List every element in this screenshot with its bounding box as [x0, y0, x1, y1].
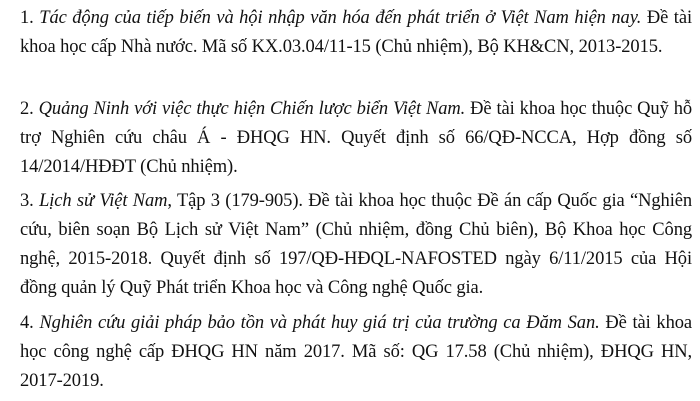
project-title: Nghiên cứu giải pháp bảo tồn và phát huy giá trị của trường ca Đăm San.: [39, 313, 600, 333]
project-title: Tác động của tiếp biến và hội nhập văn hóa đến phát triển ở Việt Nam hiện nay.: [39, 8, 642, 28]
item-number: 2.: [20, 99, 34, 119]
project-title: Quảng Ninh với việc thực hiện Chiến lược biển Việt Nam.: [38, 99, 466, 119]
item-number: 1.: [20, 8, 34, 28]
project-title: Lịch sử Việt Nam: [39, 191, 168, 211]
item-number: 3.: [20, 191, 34, 211]
project-item-3: [20, 187, 692, 303]
project-details: Đề tài khoa học cấp Nhà nước. Mã số KX.03.04/11-15 (Chủ nhiệm), Bộ KH&CN, 2013-2015.: [20, 8, 693, 57]
project-details: Đề tài khoa học thuộc Quỹ hỗ trợ Nghiên cứu châu Á - ĐHQG HN. Quyết định số 66/QĐ-NCCA, Hợp đồng số 14/2014/HĐĐT (Chủ nhiệm).: [20, 99, 693, 177]
project-details: , Tập 3 (179-905). Đề tài khoa học thuộc Đề án cấp Quốc gia “Nghiên cứu, biên soạn Bộ Lịch sử Việt Nam” (Chủ nhiệm, đồng Chủ biên), Bộ Khoa học Công nghệ, 2015-2018. Quyết định số 197/QĐ-HĐQL-NAFOSTED ngày 6/11/2015 của Hội đồng quản lý Quỹ Phát triển Khoa học và Công nghệ Quốc gia.: [20, 191, 692, 298]
project-item-1: [20, 4, 692, 62]
project-details: Đề tài khoa học công nghệ cấp ĐHQG HN năm 2017. Mã số: QG 17.58 (Chủ nhiệm), ĐHQG HN, 2017-2019.: [20, 313, 692, 391]
item-number: 4.: [20, 313, 34, 333]
project-item-4: [20, 309, 692, 396]
project-item-2: [20, 95, 692, 182]
